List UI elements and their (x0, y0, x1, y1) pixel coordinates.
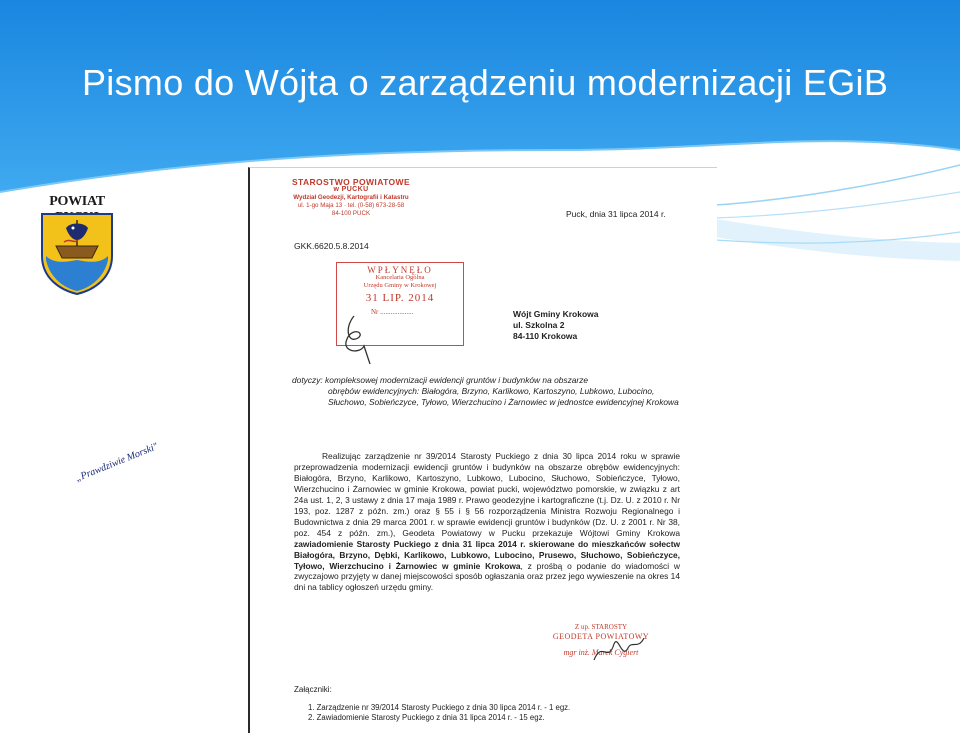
scanned-letter (248, 167, 717, 733)
handwritten-initials (340, 308, 400, 368)
subject-rest: obrębów ewidencyjnych: Białogóra, Brzyno, Karlikowo, Kartoszyno, Lubkowo, Lubocino, Słuchowo, Sobieńczyce, Tyłowo, Wierzchucino i Żarnowiec w jednostce ewidencyjnej Krokowa (328, 386, 679, 407)
signature-line3: mgr inż. Marek Cygiert (563, 648, 639, 657)
sender-stamp-line2: w PUCKU (333, 186, 369, 193)
attachments-list (308, 703, 570, 723)
powiat-pucki-logo (34, 194, 160, 485)
handwritten-signature (588, 630, 648, 670)
letter-body (294, 451, 680, 593)
addressee-block (513, 309, 598, 342)
sender-stamp-line5: 84-100 PUCK (331, 210, 371, 217)
logo-motto: „Prawdziwie Morski" (74, 441, 160, 485)
addressee-line2: ul. Szkolna 2 (513, 320, 565, 330)
attachment-item: 1. Zarządzenie nr 39/2014 Starosty Puckiego z dnia 30 lipca 2014 r. - 1 egz. (308, 703, 571, 712)
body-paragraph-bold: zawiadomienie Starosty Puckiego z dnia 31 lipca 2014 r. skierowane do mieszkańców sołectw Białogóra, Brzyno, Dębki, Karlikowo, Lubkowo, Lubocino, Prusewo, Słuchowo, Sobieńczyce, Tyłowo, Wierzchucino i Żarnowiec w gminie Krokowa (294, 538, 680, 571)
body-paragraph-end: , z prośbą o podanie do wiadomości w zwyczajowo przyjęty w danej miejscowości sposób ogłaszania oraz przez jego wywieszenie na okres 14 dni na tablicy ogłoszeń urzędu gminy. (294, 560, 680, 593)
coat-of-arms-icon (34, 194, 120, 306)
received-stamp-office: Kancelaria Ogólna (375, 274, 425, 281)
sender-stamp-line3: Wydział Geodezji, Kartografii i Katastru (293, 194, 409, 201)
body-paragraph: Realizując zarządzenie nr 39/2014 Starosty Puckiego z dnia 30 lipca 2014 roku w sprawie przeprowadzenia modernizacji ewidencji gruntów i budynków na obszarze obrębów ewidencyjnych: Białogóra, Brzyno, Karlikowo, Kartoszyno, Lubkowo, Lubocino, Słuchowo, Sobieńczyce, Tyłowo, Wierzchucino i Żarnowiec w gminie Krokowa, powiat pucki, województwo pomorskie, w związku z art 24a ust. 1, 2, 3 ustawy z dnia 17 maja 1989 r. Prawo geodezyjne i kartograficzne (t.j. Dz. U. z 2010 r. Nr 193, poz. 1287 z późn. zm.) oraz § 55 i § 56 rozporządzenia Ministra Rozwoju Regionalnego i Budownictwa z dnia 29 marca 2001 r. w sprawie ewidencji gruntów i budynków (Dz. U. z 2001 r. Nr 38, poz. 454 z późn. zm.), Geodeta Powiatowy w Pucku przekazuje Wójtowi Gminy Krokowa (294, 451, 680, 538)
addressee-line3: 84-110 Krokowa (513, 331, 578, 341)
signature-line2: GEODETA POWIATOWY (552, 632, 650, 641)
signature-line1: Z up. STAROSTY (574, 623, 628, 631)
letter-subject (292, 375, 682, 408)
addressee-line1: Wójt Gminy Krokowa (513, 309, 599, 319)
sender-stamp-line4: ul. 1-go Maja 13 · tel. (0-58) 673-28-58 (297, 202, 405, 209)
received-stamp-number: Nr ................... (371, 308, 414, 316)
subject-line1: dotyczy: kompleksowej modernizacji ewidencji gruntów i budynków na obszarze (292, 375, 589, 385)
logo-name: POWIAT (49, 194, 105, 209)
letter-date: Puck, dnia 31 lipca 2014 r. (566, 209, 666, 219)
received-stamp-title: WPŁYNĘŁO (367, 265, 433, 275)
reference-number: GKK.6620.5.8.2014 (294, 241, 369, 251)
attachment-item: 2. Zawiadomienie Starosty Puckiego z dnia 31 lipca 2014 r. - 15 egz. (308, 713, 545, 722)
received-stamp-date: 31 LIP. 2014 (365, 292, 435, 304)
sender-stamp (286, 178, 416, 218)
sender-stamp-line1: STAROSTWO POWIATOWE (291, 177, 411, 187)
received-stamp-office2: Urzędu Gminy w Krokowej (363, 282, 437, 289)
attachments-heading: Załączniki: (294, 685, 332, 694)
slide-title: Pismo do Wójta o zarządzeniu modernizacji EGiB (82, 62, 889, 103)
